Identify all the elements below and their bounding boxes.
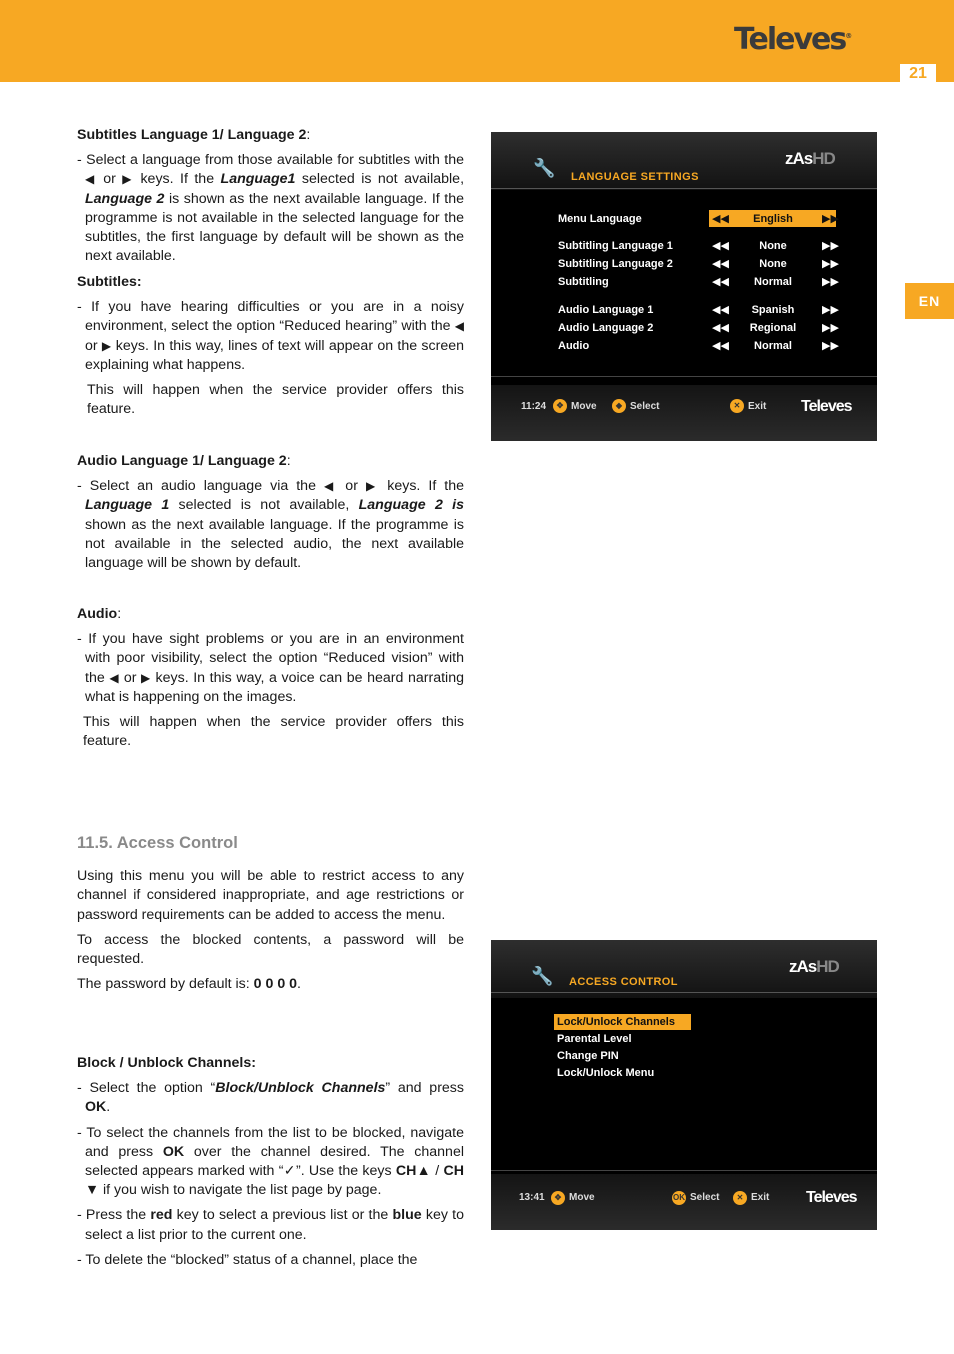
paragraph: - Press the red key to select a previous list or the blue key to select a list prior to the current one. [77,1207,464,1243]
arrow-right-icon[interactable]: ▶▶ [822,322,839,334]
move-icon: ✥ [551,1191,565,1205]
move-label: Move [571,401,597,412]
wrench-icon: 🔧 [533,158,556,178]
paragraph: - Select an audio language via the ◀ or ▶ keys. If the Language 1 selected is not available, Language 2 is shown as the next available language. If the programme is not available in the selected audio, the next available language will be shown by default. [77,478,465,572]
divider [491,1170,877,1171]
menu-row-label[interactable]: Subtitling Language 1 [558,240,673,252]
select-label: Select [630,401,660,412]
arrow-right-icon[interactable]: ▶▶ [822,213,839,225]
menu-row-label[interactable]: Subtitling [558,276,609,288]
zas-hd-brand: zAsHD [785,149,835,168]
paragraph: - If you have hearing difficulties or you are in a noisy environment, select the option “Reduced hearing” with the ◀ or ▶ keys. In this way, lines of text will appear on the screen explaining what happens. [77,299,465,373]
section-heading: Audio: [77,606,122,622]
menu-item-parental-level[interactable]: Parental Level [557,1033,632,1045]
divider [491,376,877,377]
menu-row-value: Spanish [751,304,795,316]
screen-title: LANGUAGE SETTINGS [571,171,699,183]
subtitles-language-section [77,126,464,266]
menu-item-change-pin[interactable]: Change PIN [557,1050,619,1062]
move-label: Move [569,1192,595,1203]
paragraph: - Select the option “Block/Unblock Channels” and press OK. [77,1080,464,1116]
menu-row-label[interactable]: Menu Language [558,213,642,225]
exit-icon: ✕ [733,1191,747,1205]
televes-footer-logo: Televes [806,1189,857,1206]
televes-footer-logo: Televes [801,398,852,415]
block-channels-section [77,1054,464,1270]
arrow-left-icon[interactable]: ◀◀ [712,304,729,316]
audio-section [77,605,464,751]
ok-icon: OK [672,1191,686,1205]
menu-row-value: None [759,240,787,252]
exit-label: Exit [748,401,767,412]
divider [491,188,877,189]
menu-row-label[interactable]: Subtitling Language 2 [558,258,673,270]
menu-row-label[interactable]: Audio Language 1 [558,304,654,316]
paragraph: - To select the channels from the list to be blocked, navigate and press OK over the channel desired. The channel selected appears marked with “✓”. Use the keys CH▲ / CH ▼ if you wish to navigate the list page by page. [77,1124,464,1199]
paragraph: Using this menu you will be able to restrict access to any channel if considered inappropriate, and age restrictions or password requirements can be added to access the menu. [77,868,464,923]
menu-row-value: Regional [749,322,797,334]
subtitles-section [77,273,464,419]
move-icon: ✥ [553,399,567,413]
arrow-left-icon[interactable]: ◀◀ [712,213,729,225]
arrow-left-icon[interactable]: ◀◀ [712,240,729,252]
arrow-right-icon[interactable]: ▶▶ [822,340,839,352]
select-icon: ◆ [612,399,626,413]
paragraph: To access the blocked contents, a password will be requested. [77,931,464,968]
paragraph: This will happen when the service provider offers this feature. [87,382,464,418]
section-heading: Subtitles Language 1/ Language 2: [77,127,311,143]
access-control-section [77,834,464,994]
language-settings-screenshot [491,132,877,441]
clock-time: 11:24 [521,401,547,412]
televes-logo: Televes® [734,22,853,57]
section-title: 11.5. Access Control [77,834,238,852]
menu-item-lock-unlock-menu[interactable]: Lock/Unlock Menu [557,1067,655,1079]
section-heading: Block / Unblock Channels: [77,1055,256,1071]
arrow-left-icon[interactable]: ◀◀ [712,258,729,270]
section-heading: Audio Language 1/ Language 2: [77,453,291,469]
arrow-left-icon[interactable]: ◀◀ [712,276,729,288]
menu-row-label[interactable]: Audio Language 2 [558,322,654,334]
menu-row-value: None [759,258,787,270]
clock-time: 13:41 [519,1192,545,1203]
arrow-right-icon[interactable]: ▶▶ [822,304,839,316]
page-number: 21 [900,64,936,84]
menu-row-value: Normal [754,340,792,352]
menu-row-label[interactable]: Audio [558,340,590,352]
access-control-screenshot [491,940,877,1230]
paragraph: - To delete the “blocked” status of a channel, place the [77,1251,418,1268]
select-label: Select [690,1192,720,1203]
arrow-right-icon[interactable]: ▶▶ [822,258,839,270]
zas-hd-brand: zAsHD [789,957,839,976]
arrow-left-icon[interactable]: ◀◀ [712,340,729,352]
arrow-left-icon[interactable]: ◀◀ [712,322,729,334]
screen-title: ACCESS CONTROL [569,976,678,988]
arrow-right-icon[interactable]: ▶▶ [822,276,839,288]
menu-row-value: Normal [754,276,792,288]
paragraph: The password by default is: 0 0 0 0. [77,976,301,993]
wrench-icon: 🔧 [531,966,554,986]
arrow-right-icon[interactable]: ▶▶ [822,240,839,252]
menu-item-lock-unlock-channels[interactable]: Lock/Unlock Channels [554,1014,691,1030]
divider [491,992,877,993]
paragraph: - Select a language from those available for subtitles with the ◀ or ▶ keys. If the Language1 selected is not available, Language 2 is shown as the next available language. If the programme is not available in the selected language for the subtitles, the first language by default will be shown as the next available. [77,152,465,265]
paragraph: This will happen when the service provider offers this feature. [83,714,464,750]
section-heading: Subtitles: [77,274,142,290]
exit-icon: ✕ [730,399,744,413]
menu-row-value: English [753,213,793,225]
audio-language-section [77,452,464,573]
language-tab-en: EN [905,283,954,319]
paragraph: - If you have sight problems or you are in an environment with poor visibility, select the option “Reduced vision” with the ◀ or ▶ keys. In this way, a voice can be heard narrating what is happening on the images. [77,631,464,705]
exit-label: Exit [751,1192,770,1203]
